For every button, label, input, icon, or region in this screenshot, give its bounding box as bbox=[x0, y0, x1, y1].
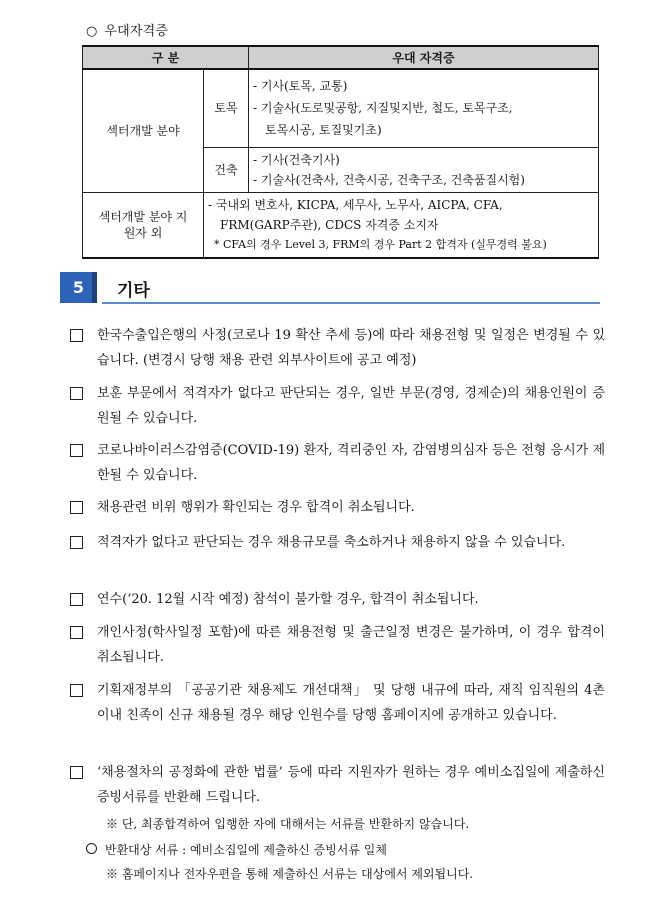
return-note: ※ 단, 최종합격하여 입행한 자에 대해서는 서류를 반환하지 않습니다. bbox=[106, 817, 470, 831]
list-item bbox=[70, 678, 605, 728]
list-item bbox=[70, 323, 605, 373]
section-divider bbox=[102, 302, 600, 304]
subcategory-civil: 토목 bbox=[204, 69, 249, 147]
header-certificates: 우대 자격증 bbox=[249, 46, 599, 69]
table-header-row bbox=[83, 46, 599, 69]
checkbox-square-icon bbox=[70, 593, 83, 606]
checkbox-square-icon bbox=[70, 387, 83, 400]
certificate-list-civil bbox=[249, 69, 599, 147]
list-item bbox=[70, 530, 605, 555]
cert-line: - 국내외 변호사, KICPA, 세무사, 노무사, AICPA, CFA, bbox=[208, 198, 503, 212]
checkbox-square-icon bbox=[70, 766, 83, 779]
list-item bbox=[70, 587, 605, 612]
checkbox-square-icon bbox=[70, 626, 83, 639]
circle-bullet-icon: ○ bbox=[86, 24, 98, 39]
cert-line: - 기사(토목, 교통) bbox=[253, 79, 348, 94]
return-target-text: 반환대상 서류 : 예비소집일에 제출하신 증빙서류 일체 bbox=[105, 843, 387, 857]
list-item-text: 적격자가 없다고 판단되는 경우 채용규모를 축소하거나 채용하지 않을 수 있습니다. bbox=[97, 535, 566, 550]
list-item-text: 채용관련 비위 행위가 확인되는 경우 합격이 취소됩니다. bbox=[97, 500, 415, 515]
list-item bbox=[70, 620, 605, 670]
list-item bbox=[70, 495, 605, 520]
certificate-list-architecture bbox=[249, 147, 599, 192]
list-item-text: 연수(‘20. 12월 시작 예정) 참석이 불가할 경우, 합격이 취소됩니다. bbox=[97, 592, 479, 607]
list-item-text: 기획재정부의 「공공기관 채용제도 개선대책」 및 당행 내규에 따라, 재직 임직원의 4촌 이내 친족이 신규 채용될 경우 해당 인원수를 당행 홈페이지에 공개하고 있습니다. bbox=[97, 683, 605, 723]
checkbox-square-icon bbox=[70, 329, 83, 342]
list-item-text: 코로나바이러스감염증(COVID-19) 환자, 격리중인 자, 감염병의심자 등은 전형 응시가 제한될 수 있습니다. bbox=[97, 443, 605, 483]
cert-line: - 기술사(건축사, 건축시공, 건축구조, 건축품질시험) bbox=[253, 172, 525, 187]
return-target bbox=[86, 840, 387, 860]
section-title: 기타 bbox=[117, 281, 150, 301]
qualification-heading bbox=[86, 20, 168, 39]
list-item-text: 보훈 부문에서 적격자가 없다고 판단되는 경우, 일반 부문(경영, 경제순)의 채용인원이 증원될 수 있습니다. bbox=[97, 386, 605, 426]
header-category: 구 분 bbox=[83, 46, 249, 69]
checkbox-square-icon bbox=[70, 444, 83, 457]
section-number: 5 bbox=[72, 278, 85, 297]
cert-line: FRM(GARP주관), CDCS 자격증 소지자 bbox=[220, 218, 439, 232]
certificate-list-other bbox=[204, 193, 599, 259]
exclusion-note: ※ 홈페이지나 전자우편을 통해 제출하신 서류는 대상에서 제외됩니다. bbox=[106, 867, 474, 881]
checkbox-square-icon bbox=[70, 684, 83, 697]
table-row bbox=[83, 69, 599, 147]
list-item bbox=[70, 760, 605, 810]
cert-note: * CFA의 경우 Level 3, FRM의 경우 Part 2 합격자 (실무경력 불요) bbox=[214, 238, 547, 251]
table-row bbox=[83, 193, 599, 259]
list-item-text: 개인사정(학사일정 포함)에 따른 채용전형 및 출근일정 변경은 불가하며, 이 경우 합격이 취소됩니다. bbox=[97, 625, 605, 665]
qualification-heading-text: 우대자격증 bbox=[104, 24, 169, 39]
list-item-text: 한국수출입은행의 사정(코로나 19 확산 추세 등)에 따라 채용전형 및 일정은 변경될 수 있습니다. (변경시 당행 채용 관련 외부사이트에 공고 예정) bbox=[97, 328, 605, 368]
list-item-text: ‘채용절차의 공정화에 관한 법률’ 등에 따라 지원자가 원하는 경우 예비소집일에 제출하신 증빙서류를 반환해 드립니다. bbox=[97, 765, 605, 805]
subcategory-architecture: 건축 bbox=[204, 147, 249, 192]
cert-line: - 기사(건축기사) bbox=[253, 152, 340, 167]
cert-line: 토목시공, 토질및기초) bbox=[265, 123, 382, 138]
list-item bbox=[70, 438, 605, 488]
circle-bullet-icon bbox=[86, 843, 97, 854]
list-item bbox=[70, 381, 605, 431]
preferred-certificates-table bbox=[82, 45, 599, 259]
category-cell: 섹터개발 분야 bbox=[83, 69, 204, 193]
section-number-badge bbox=[60, 272, 97, 303]
cert-line: - 기술사(도로및공항, 지질및지반, 철도, 토목구조, bbox=[253, 101, 513, 116]
checkbox-square-icon bbox=[70, 536, 83, 549]
category-cell-other: 섹터개발 분야 지원자 외 bbox=[83, 193, 204, 259]
checkbox-square-icon bbox=[70, 501, 83, 514]
